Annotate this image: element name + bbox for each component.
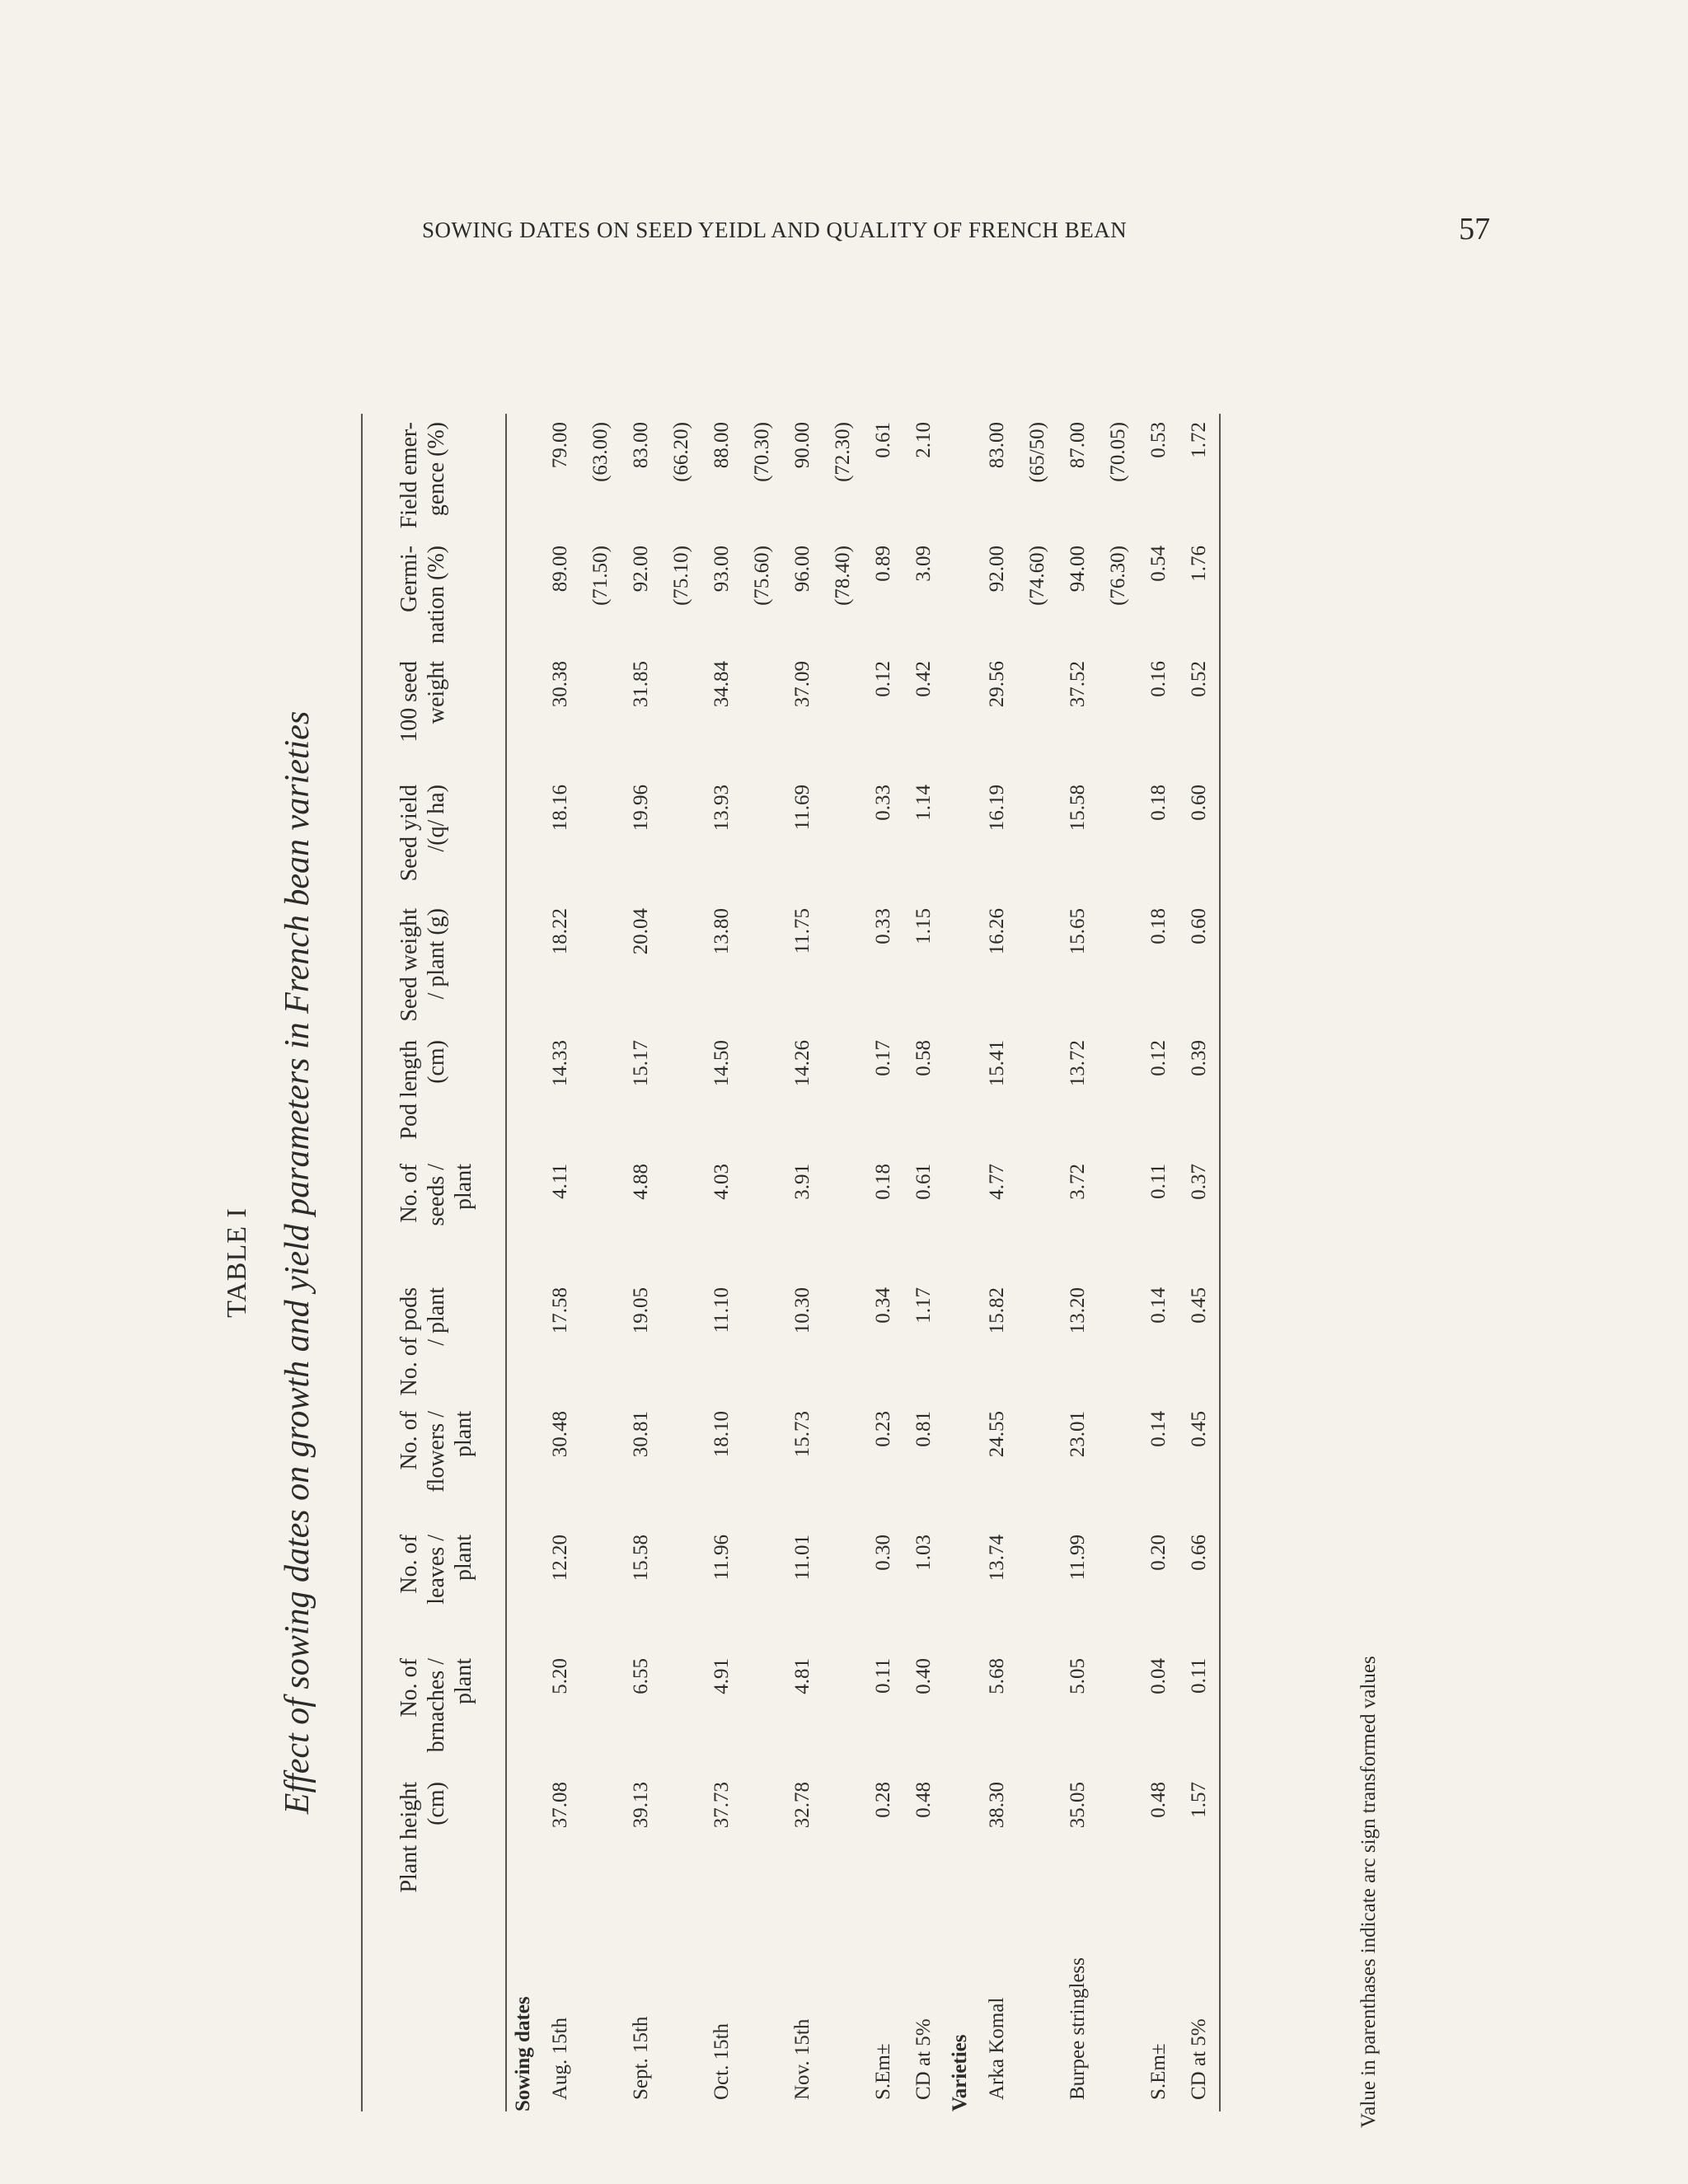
table-cell bbox=[1098, 776, 1138, 900]
table-cell: 6.55 bbox=[630, 1658, 652, 1694]
table-cell: 15.73 bbox=[791, 1411, 814, 1458]
table-cell bbox=[580, 653, 621, 776]
table-cell: 94.00 bbox=[1067, 546, 1089, 593]
table-cell: 0.18 bbox=[1147, 908, 1170, 944]
stat-row bbox=[903, 414, 944, 2111]
group-heading-row bbox=[506, 414, 540, 2111]
column-header: No. of brnaches / plant bbox=[362, 1650, 506, 1774]
row-label: Nov. 15th bbox=[791, 2018, 814, 2100]
table-row bbox=[1057, 414, 1098, 2111]
transformed-values-row bbox=[823, 414, 863, 2111]
table-cell bbox=[1098, 653, 1138, 776]
table-cell: 0.16 bbox=[1147, 661, 1170, 697]
table-cell: 14.26 bbox=[791, 1040, 814, 1087]
table-cell bbox=[1017, 776, 1057, 900]
table-cell: 24.55 bbox=[986, 1411, 1008, 1458]
table-cell bbox=[1098, 1774, 1138, 1897]
table-cell: 2.10 bbox=[912, 422, 935, 458]
table-cell bbox=[580, 900, 621, 1032]
table-cell bbox=[1098, 1155, 1138, 1279]
table-cell: 0.14 bbox=[1147, 1411, 1170, 1447]
table-cell bbox=[1098, 1403, 1138, 1526]
table-cell: 15.82 bbox=[986, 1287, 1008, 1334]
table-cell: 89.00 bbox=[549, 546, 571, 593]
table-cell: 37.08 bbox=[549, 1782, 571, 1829]
table-cell: 83.00 bbox=[630, 422, 652, 469]
table-cell bbox=[1017, 1650, 1057, 1774]
table-cell bbox=[742, 1774, 782, 1897]
group-heading-row bbox=[944, 414, 977, 2111]
data-table bbox=[361, 414, 1221, 2111]
table-cell bbox=[661, 1650, 701, 1774]
table-cell bbox=[742, 776, 782, 900]
table-cell bbox=[1098, 1650, 1138, 1774]
stat-row bbox=[863, 414, 903, 2111]
table-cell: (70.05) bbox=[1107, 422, 1129, 482]
table-cell: 39.13 bbox=[630, 1782, 652, 1829]
rotated-table-block bbox=[210, 397, 1405, 2128]
table-cell: 1.76 bbox=[1179, 537, 1220, 653]
table-cell: 31.85 bbox=[630, 661, 652, 708]
table-cell bbox=[661, 900, 701, 1032]
table-cell: 4.88 bbox=[630, 1164, 652, 1200]
table-row bbox=[782, 414, 823, 2111]
table-cell: (75.10) bbox=[670, 546, 692, 606]
table-cell bbox=[1017, 1774, 1057, 1897]
table-body bbox=[506, 414, 1220, 2111]
group-heading: Varieties bbox=[949, 2034, 971, 2111]
table-cell: 0.23 bbox=[872, 1411, 894, 1447]
table-cell: 0.17 bbox=[872, 1040, 894, 1076]
table-cell: 18.10 bbox=[710, 1411, 733, 1458]
table-cell: 11.75 bbox=[791, 908, 814, 954]
table-cell bbox=[823, 776, 863, 900]
table-cell: 0.89 bbox=[872, 546, 894, 582]
table-cell: 10.30 bbox=[791, 1287, 814, 1334]
table-cell: 5.68 bbox=[986, 1658, 1008, 1694]
table-cell bbox=[823, 1403, 863, 1526]
table-cell: 4.91 bbox=[710, 1658, 733, 1694]
table-cell bbox=[661, 1279, 701, 1403]
table-cell: (65/50) bbox=[1026, 422, 1048, 483]
table-cell: 0.48 bbox=[1147, 1782, 1170, 1818]
table-cell bbox=[823, 1032, 863, 1155]
header-corner bbox=[362, 1897, 506, 2111]
table-cell: 15.58 bbox=[630, 1535, 652, 1582]
table-cell: 0.33 bbox=[872, 785, 894, 821]
table-cell bbox=[1017, 900, 1057, 1032]
row-label-empty bbox=[1017, 1897, 1057, 2111]
table-label: TABLE I bbox=[222, 1207, 252, 1318]
table-cell: 0.37 bbox=[1179, 1155, 1220, 1279]
table-cell: (70.30) bbox=[751, 422, 773, 482]
table-cell bbox=[580, 1526, 621, 1650]
table-footnote: Value in parenthases indicate arc sign transformed values bbox=[1357, 1656, 1380, 2128]
table-cell: 83.00 bbox=[986, 422, 1008, 469]
table-cell bbox=[823, 1526, 863, 1650]
column-header: Germi- nation (%) bbox=[362, 537, 506, 653]
table-cell: 0.61 bbox=[912, 1164, 935, 1200]
table-cell bbox=[661, 1403, 701, 1526]
table-cell bbox=[823, 900, 863, 1032]
table-cell: (74.60) bbox=[1026, 546, 1048, 606]
table-cell: 0.11 bbox=[1147, 1164, 1170, 1199]
table-cell: 1.03 bbox=[912, 1535, 935, 1571]
table-cell: 30.48 bbox=[549, 1411, 571, 1458]
table-cell: 11.01 bbox=[791, 1535, 814, 1581]
table-cell: 96.00 bbox=[791, 546, 814, 593]
table-cell: 92.00 bbox=[986, 546, 1008, 593]
table-cell bbox=[823, 1774, 863, 1897]
stat-row bbox=[1179, 414, 1220, 2111]
table-cell: 5.05 bbox=[1067, 1658, 1089, 1694]
table-cell: 0.34 bbox=[872, 1287, 894, 1324]
table-cell bbox=[742, 1526, 782, 1650]
column-header: Pod length (cm) bbox=[362, 1032, 506, 1155]
table-cell: (75.60) bbox=[751, 546, 773, 606]
table-cell: 0.60 bbox=[1179, 900, 1220, 1032]
table-cell: 3.91 bbox=[791, 1164, 814, 1200]
table-cell: 12.20 bbox=[549, 1535, 571, 1582]
table-cell: (66.20) bbox=[670, 422, 692, 482]
table-cell bbox=[580, 1403, 621, 1526]
table-cell: 11.96 bbox=[710, 1535, 733, 1581]
table-cell bbox=[1017, 1279, 1057, 1403]
table-cell bbox=[580, 1650, 621, 1774]
column-header: Field emer- gence (%) bbox=[362, 414, 506, 537]
transformed-values-row bbox=[1098, 414, 1138, 2111]
table-cell: 4.77 bbox=[986, 1164, 1008, 1200]
table-cell: (71.50) bbox=[589, 546, 612, 606]
row-label: Oct. 15th bbox=[710, 2022, 733, 2100]
page-number: 57 bbox=[1459, 212, 1490, 246]
table-row bbox=[977, 414, 1017, 2111]
table-cell bbox=[1098, 1032, 1138, 1155]
table-cell: 0.04 bbox=[1147, 1658, 1170, 1694]
table-cell: 15.65 bbox=[1067, 908, 1089, 955]
table-cell: 1.14 bbox=[912, 785, 935, 821]
column-header: Plant height (cm) bbox=[362, 1774, 506, 1897]
table-row bbox=[621, 414, 661, 2111]
table-cell bbox=[742, 1650, 782, 1774]
table-cell bbox=[1017, 1155, 1057, 1279]
header-row bbox=[362, 414, 506, 2111]
table-cell bbox=[661, 776, 701, 900]
table-cell bbox=[823, 1279, 863, 1403]
table-cell: 37.73 bbox=[710, 1782, 733, 1829]
table-cell bbox=[1017, 1526, 1057, 1650]
table-cell: 87.00 bbox=[1067, 422, 1089, 469]
table-cell: 0.11 bbox=[1179, 1650, 1220, 1774]
row-label: Burpee stringless bbox=[1067, 1957, 1089, 2100]
table-cell bbox=[742, 1155, 782, 1279]
table-cell: 16.19 bbox=[986, 785, 1008, 832]
table-cell: 3.09 bbox=[912, 546, 935, 582]
table-cell: 32.78 bbox=[791, 1782, 814, 1829]
table-cell: 4.11 bbox=[549, 1164, 571, 1199]
table-cell: 23.01 bbox=[1067, 1411, 1089, 1458]
table-cell: 0.14 bbox=[1147, 1287, 1170, 1324]
row-label: Aug. 15th bbox=[549, 2018, 571, 2100]
row-label: S.Em± bbox=[1147, 2043, 1170, 2100]
column-header: 100 seed weight bbox=[362, 653, 506, 776]
table-cell: 0.45 bbox=[1179, 1403, 1220, 1526]
table-cell: 0.28 bbox=[872, 1782, 894, 1818]
table-cell: (78.40) bbox=[832, 546, 854, 606]
table-cell bbox=[1017, 653, 1057, 776]
table-cell bbox=[742, 900, 782, 1032]
table-cell: (63.00) bbox=[589, 422, 612, 482]
table-cell: 13.74 bbox=[986, 1535, 1008, 1582]
running-head: SOWING DATES ON SEED YEIDL AND QUALITY OF FRENCH BEAN bbox=[422, 218, 1128, 242]
table-cell: 1.57 bbox=[1179, 1774, 1220, 1897]
row-label: Sept. 15th bbox=[630, 2016, 652, 2100]
table-cell bbox=[1098, 1279, 1138, 1403]
table-cell bbox=[1017, 1403, 1057, 1526]
table-cell bbox=[742, 1403, 782, 1526]
table-cell: (72.30) bbox=[832, 422, 854, 482]
table-cell: 37.52 bbox=[1067, 661, 1089, 708]
table-cell: 88.00 bbox=[710, 422, 733, 469]
table-cell bbox=[742, 653, 782, 776]
table-cell: 1.72 bbox=[1179, 414, 1220, 537]
table-cell: 4.03 bbox=[710, 1164, 733, 1200]
group-heading: Sowing dates bbox=[512, 1996, 534, 2111]
column-header: No. of flowers / plant bbox=[362, 1403, 506, 1526]
table-cell bbox=[661, 653, 701, 776]
table-cell: 14.33 bbox=[549, 1040, 571, 1087]
table-cell: 0.48 bbox=[912, 1782, 935, 1818]
table-cell bbox=[1098, 900, 1138, 1032]
table-cell bbox=[580, 1032, 621, 1155]
table-cell: 19.05 bbox=[630, 1287, 652, 1334]
row-label: CD at 5% bbox=[1179, 1897, 1220, 2111]
table-cell: 11.99 bbox=[1067, 1535, 1089, 1581]
table-cell: 90.00 bbox=[791, 422, 814, 469]
table-cell: 13.93 bbox=[710, 785, 733, 832]
table-cell: 1.17 bbox=[912, 1287, 935, 1324]
table-cell: 5.20 bbox=[549, 1658, 571, 1694]
table-cell: 0.66 bbox=[1179, 1526, 1220, 1650]
table-cell: 15.58 bbox=[1067, 785, 1089, 832]
table-cell: 11.69 bbox=[791, 785, 814, 831]
table-cell: 0.42 bbox=[912, 661, 935, 697]
table-cell: 0.54 bbox=[1147, 546, 1170, 582]
table-cell: 37.09 bbox=[791, 661, 814, 708]
transformed-values-row bbox=[742, 414, 782, 2111]
table-cell: 93.00 bbox=[710, 546, 733, 593]
table-cell: 30.38 bbox=[549, 661, 571, 708]
table-cell bbox=[1017, 1032, 1057, 1155]
table-cell: 11.10 bbox=[710, 1287, 733, 1333]
column-header: Seed yield /(q/ ha) bbox=[362, 776, 506, 900]
table-cell bbox=[823, 1155, 863, 1279]
stat-row bbox=[1138, 414, 1179, 2111]
table-cell bbox=[661, 1155, 701, 1279]
table-cell: 13.80 bbox=[710, 908, 733, 955]
table-header bbox=[362, 414, 506, 2111]
table-cell: 4.81 bbox=[791, 1658, 814, 1694]
column-header: Seed weight / plant (g) bbox=[362, 900, 506, 1032]
table-cell bbox=[661, 1774, 701, 1897]
table-cell: 30.81 bbox=[630, 1411, 652, 1458]
table-cell: 18.16 bbox=[549, 785, 571, 832]
table-cell: 0.39 bbox=[1179, 1032, 1220, 1155]
table-cell: 17.58 bbox=[549, 1287, 571, 1334]
table-cell: 79.00 bbox=[549, 422, 571, 469]
row-label: S.Em± bbox=[872, 2043, 894, 2100]
table-cell: (76.30) bbox=[1107, 546, 1129, 606]
table-cell: 13.20 bbox=[1067, 1287, 1089, 1334]
table-cell: 35.05 bbox=[1067, 1782, 1089, 1829]
table-cell: 1.15 bbox=[912, 908, 935, 944]
table-cell: 29.56 bbox=[986, 661, 1008, 708]
table-cell bbox=[580, 776, 621, 900]
table-cell: 0.81 bbox=[912, 1411, 935, 1447]
table-cell: 15.17 bbox=[630, 1040, 652, 1087]
table-cell: 14.50 bbox=[710, 1040, 733, 1087]
column-header: No. of pods / plant bbox=[362, 1279, 506, 1403]
table-cell bbox=[580, 1279, 621, 1403]
row-label-empty bbox=[742, 1897, 782, 2111]
table-cell: 19.96 bbox=[630, 785, 652, 832]
table-cell bbox=[661, 1526, 701, 1650]
table-cell: 0.33 bbox=[872, 908, 894, 944]
table-cell: 3.72 bbox=[1067, 1164, 1089, 1200]
table-cell bbox=[823, 1650, 863, 1774]
table-cell: 15.41 bbox=[986, 1040, 1008, 1087]
table-cell: 34.84 bbox=[710, 661, 733, 708]
table-cell: 0.60 bbox=[1179, 776, 1220, 900]
table-cell: 0.11 bbox=[872, 1658, 894, 1694]
table-caption: Effect of sowing dates on growth and yield parameters in French bean varieties bbox=[279, 710, 316, 1815]
table-cell: 0.53 bbox=[1147, 422, 1170, 458]
row-label-empty bbox=[661, 1897, 701, 2111]
row-label-empty bbox=[580, 1897, 621, 2111]
table-cell: 38.30 bbox=[986, 1782, 1008, 1829]
table-cell: 92.00 bbox=[630, 546, 652, 593]
transformed-values-row bbox=[661, 414, 701, 2111]
table-cell bbox=[580, 1774, 621, 1897]
transformed-values-row bbox=[580, 414, 621, 2111]
table-cell: 0.40 bbox=[912, 1658, 935, 1694]
table-cell: 16.26 bbox=[986, 908, 1008, 955]
row-label-empty bbox=[1098, 1897, 1138, 2111]
transformed-values-row bbox=[1017, 414, 1057, 2111]
table-row bbox=[701, 414, 742, 2111]
table-cell: 0.61 bbox=[872, 422, 894, 458]
table-cell: 0.20 bbox=[1147, 1535, 1170, 1571]
table-cell bbox=[742, 1279, 782, 1403]
table-row bbox=[540, 414, 580, 2111]
table-cell: 0.12 bbox=[1147, 1040, 1170, 1076]
table-cell: 13.72 bbox=[1067, 1040, 1089, 1087]
table-cell: 0.18 bbox=[1147, 785, 1170, 821]
table-cell bbox=[1098, 1526, 1138, 1650]
table-cell: 0.58 bbox=[912, 1040, 935, 1076]
column-header: No. of leaves / plant bbox=[362, 1526, 506, 1650]
table-cell bbox=[661, 1032, 701, 1155]
row-label-empty bbox=[823, 1897, 863, 2111]
table-cell: 0.18 bbox=[872, 1164, 894, 1200]
row-label: Arka Komal bbox=[986, 1997, 1008, 2100]
table-cell: 18.22 bbox=[549, 908, 571, 955]
table-cell bbox=[580, 1155, 621, 1279]
table-cell bbox=[742, 1032, 782, 1155]
column-header: No. of seeds / plant bbox=[362, 1155, 506, 1279]
table-cell: 20.04 bbox=[630, 908, 652, 955]
table-cell: 0.12 bbox=[872, 661, 894, 697]
row-label: CD at 5% bbox=[912, 2018, 935, 2100]
table-cell: 0.45 bbox=[1179, 1279, 1220, 1403]
table-cell bbox=[823, 653, 863, 776]
table-cell: 0.52 bbox=[1179, 653, 1220, 776]
table-cell: 0.30 bbox=[872, 1535, 894, 1571]
